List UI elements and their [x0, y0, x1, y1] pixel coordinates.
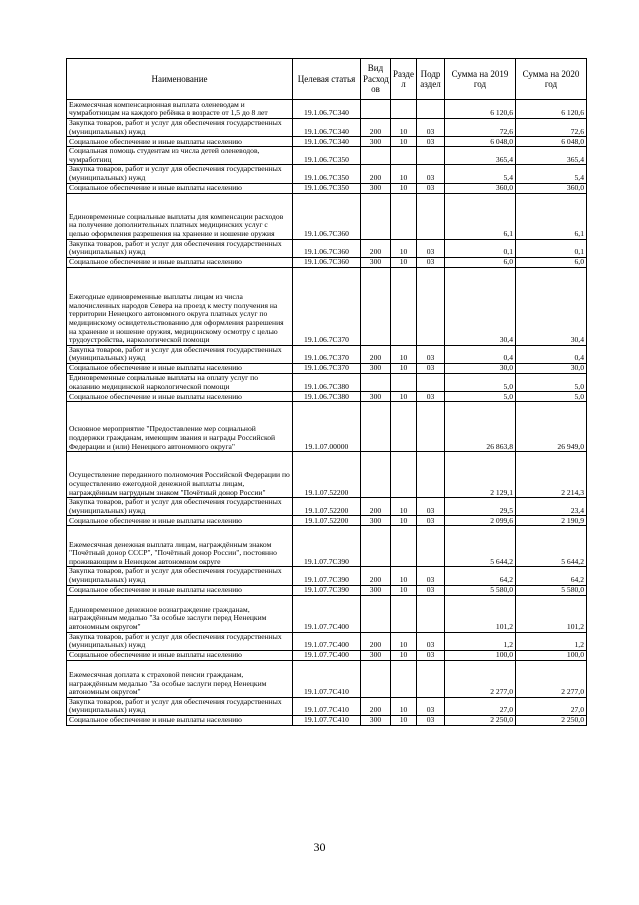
item-sum-2020: 6,1	[516, 193, 587, 239]
item-expense-type: 300	[361, 715, 391, 725]
item-section: 10	[391, 567, 417, 585]
item-subsection: 03	[417, 632, 445, 650]
item-target-article: 19.1.06.7С370	[293, 363, 361, 373]
item-expense-type	[361, 402, 391, 452]
item-sum-2019: 64,2	[445, 567, 516, 585]
item-name: Ежемесячная доплата к страховой пенсии гражданам, награждённым медалью "За особые заслуги перед Ненецким автономным округом"	[67, 660, 293, 697]
item-subsection: 03	[417, 715, 445, 725]
item-sum-2019: 6 120,6	[445, 100, 516, 119]
item-target-article: 19.1.06.7С370	[293, 267, 361, 345]
item-sum-2020: 2 214,3	[516, 452, 587, 498]
item-expense-type	[361, 660, 391, 697]
item-subsection	[417, 147, 445, 165]
item-sum-2020: 27,0	[516, 697, 587, 715]
item-name: Ежемесячная компенсационная выплата оленеводам и чумработницам на каждого ребёнка в возрасте от 1,5 до 8 лет	[67, 100, 293, 119]
item-subsection	[417, 402, 445, 452]
item-sum-2020: 0,1	[516, 239, 587, 257]
item-sum-2019: 6 048,0	[445, 137, 516, 147]
table-row	[67, 373, 587, 391]
item-target-article: 19.1.07.00000	[293, 402, 361, 452]
item-sum-2019: 26 863,8	[445, 402, 516, 452]
table-row	[67, 715, 587, 725]
item-target-article: 19.1.06.7С370	[293, 345, 361, 363]
item-section: 10	[391, 363, 417, 373]
item-expense-type: 300	[361, 650, 391, 660]
item-subsection: 03	[417, 345, 445, 363]
item-target-article: 19.1.07.7С400	[293, 632, 361, 650]
item-expense-type: 300	[361, 257, 391, 267]
item-sum-2019: 2 129,1	[445, 452, 516, 498]
item-section: 10	[391, 715, 417, 725]
table-body	[67, 100, 587, 726]
item-name: Закупка товаров, работ и услуг для обеспечения государственных (муниципальных) нужд	[67, 165, 293, 183]
item-subsection	[417, 193, 445, 239]
header-expense-type: Вид Расход ов	[361, 59, 391, 100]
item-section: 10	[391, 239, 417, 257]
item-section: 10	[391, 165, 417, 183]
item-sum-2019: 6,1	[445, 193, 516, 239]
item-sum-2019: 30,0	[445, 363, 516, 373]
table-row	[67, 137, 587, 147]
item-section	[391, 147, 417, 165]
item-target-article: 19.1.06.7С340	[293, 137, 361, 147]
item-name: Социальная помощь студентам из числа детей оленеводов, чумработниц	[67, 147, 293, 165]
item-sum-2019: 2 099,6	[445, 516, 516, 526]
item-target-article: 19.1.07.7С410	[293, 715, 361, 725]
item-name: Социальное обеспечение и иные выплаты населению	[67, 363, 293, 373]
item-target-article: 19.1.06.7С360	[293, 193, 361, 239]
item-expense-type: 200	[361, 119, 391, 137]
item-name: Социальное обеспечение и иные выплаты населению	[67, 137, 293, 147]
item-sum-2020: 2 250,0	[516, 715, 587, 725]
item-sum-2020: 2 190,9	[516, 516, 587, 526]
item-subsection: 03	[417, 119, 445, 137]
item-expense-type: 300	[361, 516, 391, 526]
item-sum-2020: 6 120,6	[516, 100, 587, 119]
item-sum-2020: 100,0	[516, 650, 587, 660]
item-subsection: 03	[417, 137, 445, 147]
item-sum-2019: 5,0	[445, 392, 516, 402]
item-target-article: 19.1.07.7С390	[293, 567, 361, 585]
header-target-article: Целевая статья	[293, 59, 361, 100]
table-row	[67, 516, 587, 526]
item-sum-2019: 6,0	[445, 257, 516, 267]
item-sum-2020: 5,4	[516, 165, 587, 183]
item-sum-2020: 30,0	[516, 363, 587, 373]
item-name: Закупка товаров, работ и услуг для обеспечения государственных (муниципальных) нужд	[67, 567, 293, 585]
table-row	[67, 697, 587, 715]
item-target-article: 19.1.07.7С400	[293, 595, 361, 632]
item-target-article: 19.1.07.52200	[293, 498, 361, 516]
item-section: 10	[391, 392, 417, 402]
item-section	[391, 452, 417, 498]
item-sum-2019: 30,4	[445, 267, 516, 345]
table-row	[67, 452, 587, 498]
item-sum-2019: 365,4	[445, 147, 516, 165]
item-subsection: 03	[417, 257, 445, 267]
item-name: Социальное обеспечение и иные выплаты населению	[67, 257, 293, 267]
item-subsection: 03	[417, 498, 445, 516]
item-target-article: 19.1.06.7С350	[293, 147, 361, 165]
item-expense-type: 300	[361, 183, 391, 193]
item-sum-2020: 64,2	[516, 567, 587, 585]
item-target-article: 19.1.07.52200	[293, 516, 361, 526]
table-row	[67, 567, 587, 585]
item-expense-type: 300	[361, 585, 391, 595]
header-sum-2019: Сумма на 2019 год	[445, 59, 516, 100]
item-sum-2020: 0,4	[516, 345, 587, 363]
item-subsection	[417, 660, 445, 697]
header-section: Разде л	[391, 59, 417, 100]
item-sum-2019: 27,0	[445, 697, 516, 715]
item-target-article: 19.1.07.7С390	[293, 526, 361, 567]
table-row	[67, 402, 587, 452]
item-expense-type: 200	[361, 697, 391, 715]
item-subsection	[417, 452, 445, 498]
item-name: Закупка товаров, работ и услуг для обеспечения государственных (муниципальных) нужд	[67, 119, 293, 137]
table-row	[67, 345, 587, 363]
item-target-article: 19.1.06.7С360	[293, 257, 361, 267]
table-row	[67, 165, 587, 183]
item-sum-2020: 5,0	[516, 392, 587, 402]
item-name: Ежегодные единовременные выплаты лицам из числа малочисленных народов Севера на проезд к месту получения на территории Ненецкого автономного округа платных услуг по медицинскому освидетельствованию для оформления разрешения на хранение и ношение оружия, медицинскому осмотру с целью трудоустройства, наркологической помощи	[67, 267, 293, 345]
item-expense-type	[361, 147, 391, 165]
item-expense-type	[361, 193, 391, 239]
item-section: 10	[391, 498, 417, 516]
item-name: Закупка товаров, работ и услуг для обеспечения государственных (муниципальных) нужд	[67, 632, 293, 650]
item-sum-2020: 23,4	[516, 498, 587, 516]
item-target-article: 19.1.07.7С400	[293, 650, 361, 660]
item-name: Социальное обеспечение и иные выплаты населению	[67, 392, 293, 402]
item-name: Социальное обеспечение и иные выплаты населению	[67, 516, 293, 526]
table-row	[67, 267, 587, 345]
item-subsection: 03	[417, 392, 445, 402]
item-sum-2019: 101,2	[445, 595, 516, 632]
page-number: 30	[313, 840, 326, 854]
item-subsection: 03	[417, 516, 445, 526]
item-sum-2019: 5,4	[445, 165, 516, 183]
item-sum-2020: 72,6	[516, 119, 587, 137]
item-section	[391, 402, 417, 452]
item-sum-2019: 2 250,0	[445, 715, 516, 725]
item-expense-type: 200	[361, 632, 391, 650]
item-sum-2019: 100,0	[445, 650, 516, 660]
item-target-article: 19.1.07.7С390	[293, 585, 361, 595]
item-sum-2019: 5 580,0	[445, 585, 516, 595]
item-name: Социальное обеспечение и иные выплаты населению	[67, 650, 293, 660]
item-name: Основное мероприятие "Предоставление мер социальной поддержки гражданам, имеющим звания и награды Российской Федерации и (или) Ненецкого автономного округа"	[67, 402, 293, 452]
table-row	[67, 183, 587, 193]
item-subsection: 03	[417, 239, 445, 257]
item-name: Единовременные социальные выплаты для компенсации расходов на получение дополнительных платных медицинских услуг с целью оформления разрешения на хранение и ношение оружия	[67, 193, 293, 239]
item-section	[391, 526, 417, 567]
item-subsection: 03	[417, 165, 445, 183]
item-sum-2019: 0,4	[445, 345, 516, 363]
item-sum-2020: 30,4	[516, 267, 587, 345]
item-sum-2020: 5 644,2	[516, 526, 587, 567]
item-expense-type	[361, 526, 391, 567]
item-expense-type	[361, 267, 391, 345]
item-name: Социальное обеспечение и иные выплаты населению	[67, 715, 293, 725]
item-subsection: 03	[417, 183, 445, 193]
item-subsection	[417, 373, 445, 391]
item-target-article: 19.1.06.7С340	[293, 119, 361, 137]
item-expense-type: 300	[361, 137, 391, 147]
item-name: Ежемесячная денежная выплата лицам, награждённым знаком "Почётный донор СССР", "Почётный донор России", постоянно проживающим в Ненецком автономном округе	[67, 526, 293, 567]
item-target-article: 19.1.06.7С350	[293, 165, 361, 183]
item-section: 10	[391, 257, 417, 267]
item-section: 10	[391, 697, 417, 715]
item-expense-type	[361, 452, 391, 498]
budget-table	[66, 58, 587, 726]
item-subsection	[417, 526, 445, 567]
item-section: 10	[391, 119, 417, 137]
header-subsection: Подр аздел	[417, 59, 445, 100]
item-expense-type	[361, 595, 391, 632]
item-subsection: 03	[417, 363, 445, 373]
item-subsection	[417, 595, 445, 632]
item-sum-2019: 5,0	[445, 373, 516, 391]
table-row	[67, 119, 587, 137]
item-section	[391, 267, 417, 345]
item-expense-type: 200	[361, 498, 391, 516]
item-expense-type: 300	[361, 363, 391, 373]
item-section	[391, 100, 417, 119]
header-name: Наименование	[67, 59, 293, 100]
table-row	[67, 239, 587, 257]
item-subsection: 03	[417, 697, 445, 715]
item-sum-2020: 26 949,0	[516, 402, 587, 452]
item-target-article: 19.1.07.7С410	[293, 660, 361, 697]
item-name: Единовременное денежное вознаграждение гражданам, награждённым медалью "За особые заслуги перед Ненецким автономным округом"	[67, 595, 293, 632]
item-sum-2019: 2 277,0	[445, 660, 516, 697]
item-section	[391, 595, 417, 632]
item-sum-2020: 2 277,0	[516, 660, 587, 697]
item-sum-2020: 6,0	[516, 257, 587, 267]
table-row	[67, 498, 587, 516]
item-expense-type: 200	[361, 239, 391, 257]
item-subsection: 03	[417, 585, 445, 595]
item-sum-2019: 1,2	[445, 632, 516, 650]
item-section: 10	[391, 585, 417, 595]
item-name: Закупка товаров, работ и услуг для обеспечения государственных (муниципальных) нужд	[67, 697, 293, 715]
item-subsection	[417, 267, 445, 345]
item-expense-type: 200	[361, 567, 391, 585]
table-row	[67, 147, 587, 165]
item-section: 10	[391, 137, 417, 147]
item-target-article: 19.1.06.7С350	[293, 183, 361, 193]
item-sum-2020: 5 580,0	[516, 585, 587, 595]
item-name: Социальное обеспечение и иные выплаты населению	[67, 183, 293, 193]
item-name: Социальное обеспечение и иные выплаты населению	[67, 585, 293, 595]
item-sum-2020: 1,2	[516, 632, 587, 650]
item-section: 10	[391, 516, 417, 526]
item-subsection: 03	[417, 650, 445, 660]
item-subsection	[417, 100, 445, 119]
table-header	[67, 59, 587, 100]
item-expense-type	[361, 100, 391, 119]
item-subsection: 03	[417, 567, 445, 585]
item-target-article: 19.1.06.7С360	[293, 239, 361, 257]
item-sum-2019: 29,5	[445, 498, 516, 516]
item-name: Осуществление переданного полномочия Российской Федерации по осуществлению ежегодной денежной выплаты лицам, награждённым нагрудным знаком "Почётный донор России"	[67, 452, 293, 498]
item-section: 10	[391, 345, 417, 363]
item-target-article: 19.1.06.7С380	[293, 392, 361, 402]
item-name: Единовременные социальные выплаты на оплату услуг по оказанию медицинской наркологической помощи	[67, 373, 293, 391]
item-name: Закупка товаров, работ и услуг для обеспечения государственных (муниципальных) нужд	[67, 498, 293, 516]
item-section: 10	[391, 650, 417, 660]
table-row	[67, 660, 587, 697]
item-expense-type: 200	[361, 345, 391, 363]
item-sum-2020: 360,0	[516, 183, 587, 193]
table-row	[67, 595, 587, 632]
item-section: 10	[391, 183, 417, 193]
item-sum-2020: 101,2	[516, 595, 587, 632]
table-row	[67, 526, 587, 567]
table-row	[67, 100, 587, 119]
item-name: Закупка товаров, работ и услуг для обеспечения государственных (муниципальных) нужд	[67, 239, 293, 257]
item-target-article: 19.1.07.7С410	[293, 697, 361, 715]
table-row	[67, 650, 587, 660]
table-row	[67, 632, 587, 650]
item-expense-type: 200	[361, 165, 391, 183]
table-row	[67, 257, 587, 267]
table-row	[67, 193, 587, 239]
table-row	[67, 585, 587, 595]
item-target-article: 19.1.07.52200	[293, 452, 361, 498]
item-sum-2019: 0,1	[445, 239, 516, 257]
item-sum-2019: 5 644,2	[445, 526, 516, 567]
item-target-article: 19.1.06.7С380	[293, 373, 361, 391]
item-expense-type: 300	[361, 392, 391, 402]
item-sum-2019: 360,0	[445, 183, 516, 193]
item-section	[391, 373, 417, 391]
item-sum-2020: 6 048,0	[516, 137, 587, 147]
item-target-article: 19.1.06.7С340	[293, 100, 361, 119]
item-expense-type	[361, 373, 391, 391]
item-sum-2020: 5,0	[516, 373, 587, 391]
table-row	[67, 392, 587, 402]
item-name: Закупка товаров, работ и услуг для обеспечения государственных (муниципальных) нужд	[67, 345, 293, 363]
item-section: 10	[391, 632, 417, 650]
item-section	[391, 193, 417, 239]
item-sum-2020: 365,4	[516, 147, 587, 165]
item-sum-2019: 72,6	[445, 119, 516, 137]
item-section	[391, 660, 417, 697]
table-row	[67, 363, 587, 373]
header-sum-2020: Сумма на 2020 год	[516, 59, 587, 100]
